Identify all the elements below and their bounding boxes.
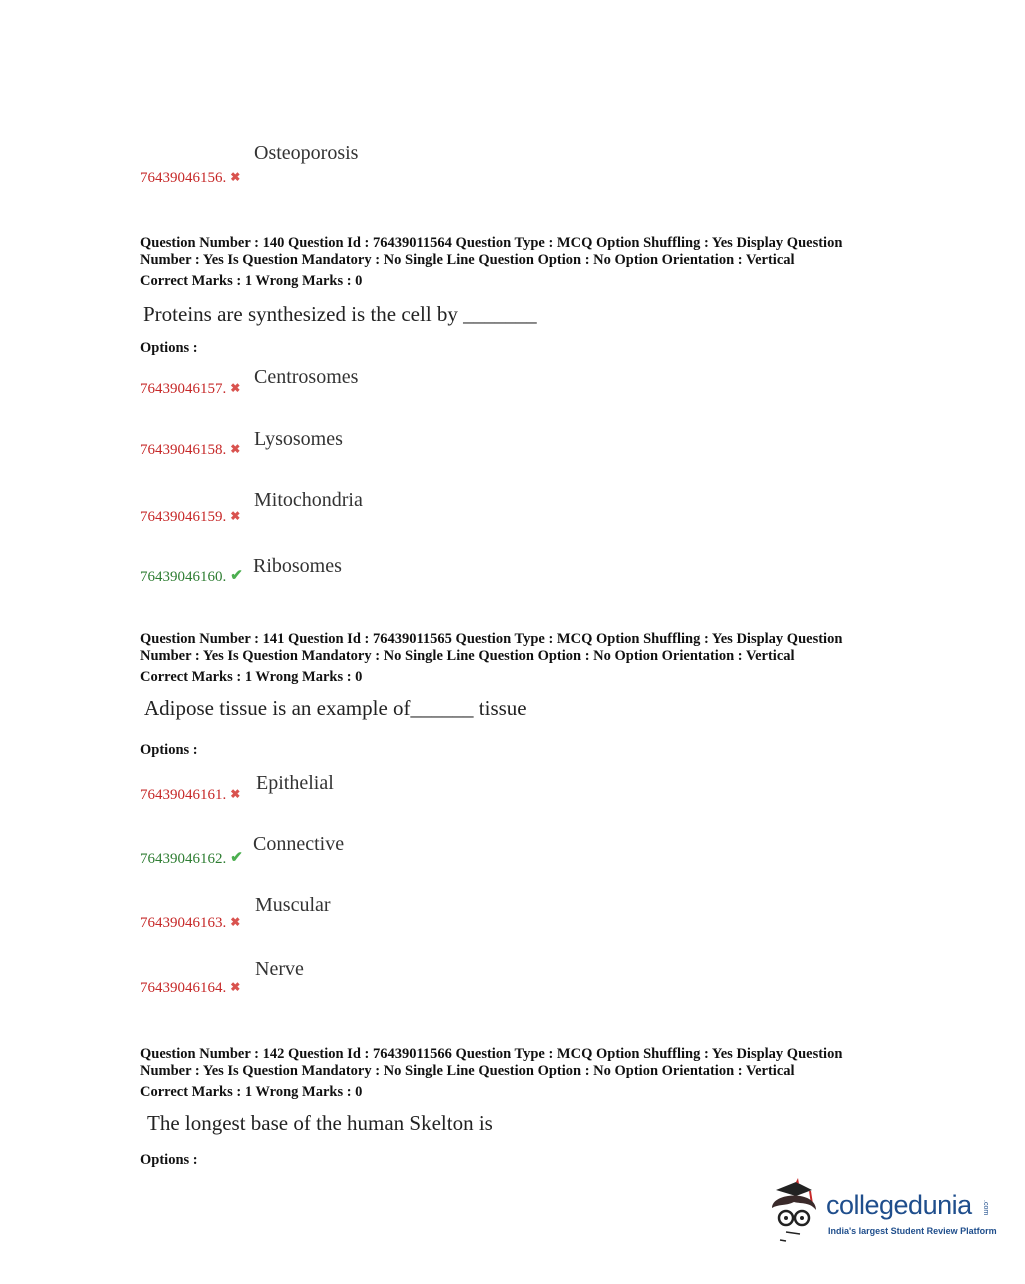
- option-text: Mitochondria: [254, 489, 363, 511]
- option-text: Centrosomes: [254, 366, 359, 388]
- wrong-mark-icon: ✖: [230, 381, 241, 395]
- option-id: [140, 915, 240, 932]
- option-id: [140, 848, 243, 868]
- option-text: Nerve: [255, 958, 304, 980]
- option-id: [140, 787, 240, 804]
- option-id: [140, 170, 240, 187]
- option-id-label: 76439046156.: [140, 170, 227, 186]
- wrong-mark-icon: ✖: [230, 787, 241, 801]
- question-meta-line: Number : Yes Is Question Mandatory : No Single Line Question Option : No Option Orientation : Vertical: [140, 1063, 795, 1079]
- option-text: Muscular: [255, 894, 331, 916]
- options-label: Options :: [140, 340, 198, 356]
- option-id-label: 76439046157.: [140, 381, 227, 397]
- question-meta-line: Correct Marks : 1 Wrong Marks : 0: [140, 1084, 363, 1100]
- option-id-label: 76439046161.: [140, 787, 227, 803]
- option-id-label: 76439046160.: [140, 569, 227, 585]
- question-text: Adipose tissue is an example of______ tissue: [144, 696, 527, 720]
- option-id-label: 76439046164.: [140, 980, 227, 996]
- option-text: Lysosomes: [254, 428, 343, 450]
- question-meta-line: Number : Yes Is Question Mandatory : No Single Line Question Option : No Option Orientation : Vertical: [140, 252, 795, 268]
- option-id: [140, 381, 240, 398]
- collegedunia-logo: [766, 1178, 996, 1248]
- wrong-mark-icon: ✖: [230, 442, 241, 456]
- wrong-mark-icon: ✖: [230, 170, 241, 184]
- logo-suffix: .com: [982, 1200, 989, 1216]
- logo-tagline: India's largest Student Review Platform: [828, 1226, 997, 1236]
- logo-wordmark: collegedunia: [826, 1190, 972, 1220]
- option-id-label: 76439046162.: [140, 851, 227, 867]
- options-label: Options :: [140, 742, 198, 758]
- option-text: Epithelial: [256, 772, 334, 794]
- wrong-mark-icon: ✖: [230, 509, 241, 523]
- option-id: [140, 509, 240, 526]
- question-text: Proteins are synthesized is the cell by _______: [143, 302, 537, 326]
- option-id: [140, 566, 243, 586]
- option-text: Ribosomes: [253, 555, 342, 577]
- option-id-label: 76439046159.: [140, 509, 227, 525]
- option-id-label: 76439046163.: [140, 915, 227, 931]
- question-meta: [140, 234, 900, 290]
- check-mark-icon: ✔: [230, 850, 243, 866]
- question-meta: [140, 630, 900, 686]
- question-meta-line: Number : Yes Is Question Mandatory : No Single Line Question Option : No Option Orientation : Vertical: [140, 648, 795, 664]
- question-meta: [140, 1045, 900, 1101]
- wrong-mark-icon: ✖: [230, 980, 241, 994]
- question-text: The longest base of the human Skelton is: [147, 1111, 493, 1135]
- question-meta-line: Question Number : 141 Question Id : 76439011565 Question Type : MCQ Option Shuffling : Yes Display Question: [140, 631, 843, 647]
- option-id: [140, 980, 240, 997]
- options-label: Options :: [140, 1152, 198, 1168]
- question-meta-line: Question Number : 142 Question Id : 76439011566 Question Type : MCQ Option Shuffling : Yes Display Question: [140, 1046, 843, 1062]
- option-text: Connective: [253, 833, 345, 855]
- option-id-label: 76439046158.: [140, 442, 227, 458]
- mascot-icon: [766, 1178, 826, 1248]
- option-text: Osteoporosis: [254, 142, 359, 164]
- option-id: [140, 442, 240, 459]
- question-meta-line: Question Number : 140 Question Id : 76439011564 Question Type : MCQ Option Shuffling : Yes Display Question: [140, 235, 843, 251]
- check-mark-icon: ✔: [230, 568, 243, 584]
- question-meta-line: Correct Marks : 1 Wrong Marks : 0: [140, 273, 363, 289]
- question-meta-line: Correct Marks : 1 Wrong Marks : 0: [140, 669, 363, 685]
- wrong-mark-icon: ✖: [230, 915, 241, 929]
